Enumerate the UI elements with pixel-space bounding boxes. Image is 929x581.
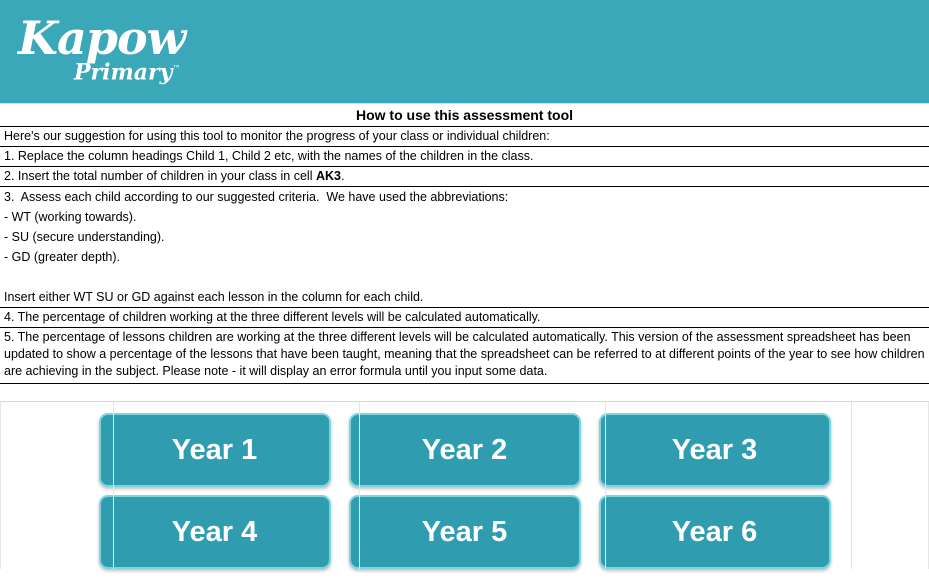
year-1-button-label: Year 1: [171, 433, 258, 466]
year-2-button[interactable]: [349, 413, 581, 487]
year-4-button-label: Year 4: [171, 515, 258, 548]
year-navigation-area: [0, 402, 929, 569]
instruction-step-3-line: Insert either WT SU or GD against each lesson in the column for each child.: [4, 290, 424, 304]
instruction-step-5-alert: This version of the assessment spreadsheet has been updated to show a percentage of the lessons that have been taught, meaning that the spreadsheet can be referred to at different points of the year to see how children are achieving in the subject. Please note - it will display an error formula until you input some data.: [4, 330, 925, 378]
year-1-button[interactable]: [99, 413, 331, 487]
instruction-step-3-line: [4, 267, 925, 287]
column-separator: [851, 402, 852, 569]
instruction-step-3-line: - SU (secure understanding).: [4, 230, 165, 244]
instruction-step-3-line: - WT (working towards).: [4, 210, 137, 224]
year-6-button-label: Year 6: [671, 515, 758, 548]
logo-subtitle: Primary™: [74, 59, 181, 86]
instruction-step-2-cell-ref: AK3: [315, 169, 341, 183]
instruction-step-3: [0, 187, 929, 308]
instruction-intro: Here's our suggestion for using this tool to monitor the progress of your class or individual children:: [0, 127, 929, 147]
year-6-button[interactable]: [599, 495, 831, 569]
year-button-row-top: [0, 413, 929, 487]
year-5-button[interactable]: [349, 495, 581, 569]
trademark-icon: ™: [172, 64, 181, 73]
brand-header-band: [0, 0, 929, 103]
column-separator: [0, 402, 1, 569]
page-title: How to use this assessment tool: [355, 107, 574, 123]
column-separator: [359, 402, 360, 569]
spacer-row: [0, 384, 929, 402]
instructions-table: [0, 127, 929, 384]
column-separator: [605, 402, 606, 569]
year-3-button-label: Year 3: [671, 433, 758, 466]
instruction-step-5-text: 5. The percentage of lessons children are working at the three different levels will be calculated automatically.: [4, 330, 612, 344]
instruction-step-3-line: 3. Assess each child according to our suggested criteria. We have used the abbreviations:: [4, 190, 509, 204]
instruction-step-4: 4. The percentage of children working at the three different levels will be calculated automatically.: [0, 308, 929, 328]
year-3-button[interactable]: [599, 413, 831, 487]
instruction-step-1: 1. Replace the column headings Child 1, Child 2 etc, with the names of the children in the class.: [0, 147, 929, 167]
year-4-button[interactable]: [99, 495, 331, 569]
instruction-step-2-suffix: .: [340, 169, 345, 183]
year-2-button-label: Year 2: [421, 433, 508, 466]
column-separator: [113, 402, 114, 569]
instruction-step-2-prefix: 2. Insert the total number of children in your class in cell: [4, 169, 316, 183]
kapow-primary-logo: [18, 11, 186, 86]
page-title-row: [0, 103, 929, 127]
instruction-step-3-line: - GD (greater depth).: [4, 250, 121, 264]
year-5-button-label: Year 5: [421, 515, 508, 548]
logo-wordmark: Kapow: [18, 11, 186, 65]
instruction-step-2: [0, 167, 929, 187]
instruction-step-5: [0, 328, 929, 384]
year-button-row-bottom: [0, 495, 929, 569]
